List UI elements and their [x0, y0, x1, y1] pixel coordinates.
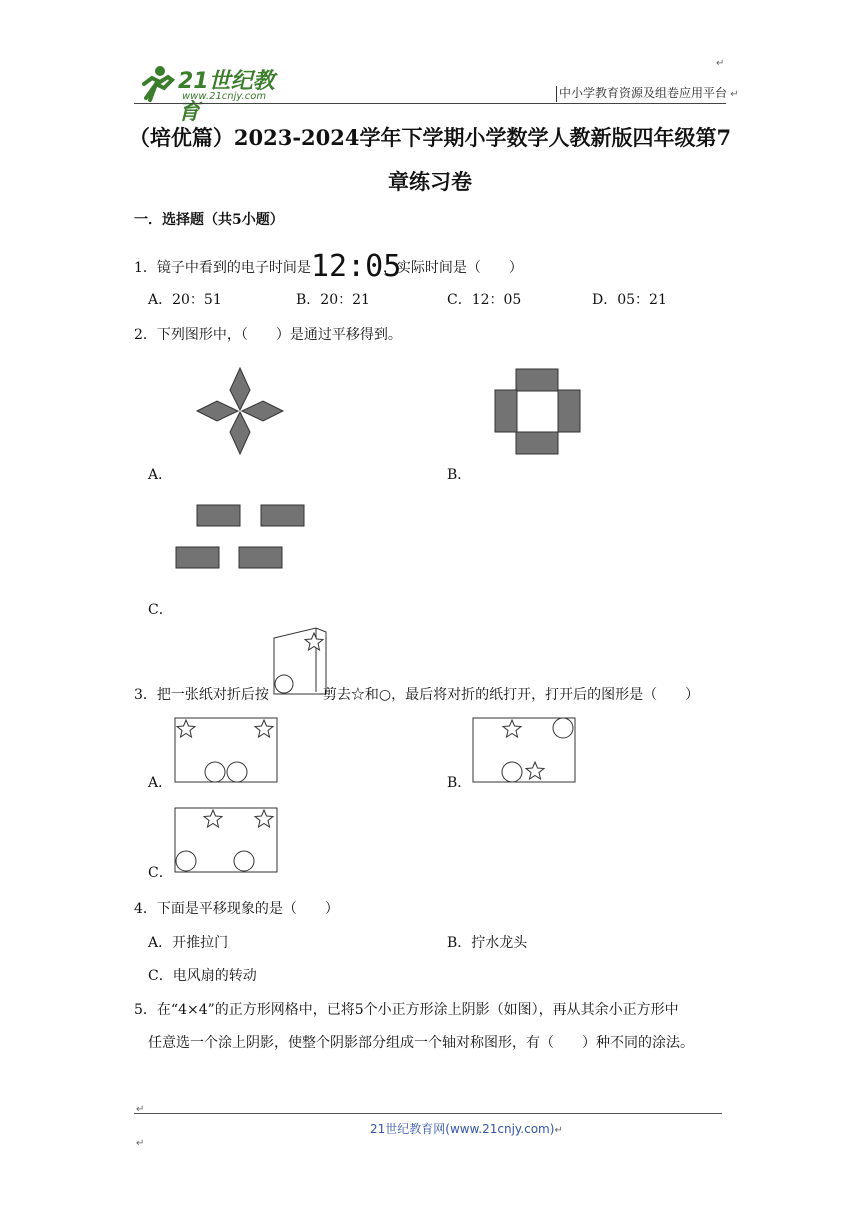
section-heading: 一．选择题（共5小题）	[134, 212, 284, 228]
page-title-line1: （培优篇）2023-2024学年下学期小学数学人教新版四年级第7	[128, 125, 732, 150]
footer-mark-bottom: ↵	[136, 1138, 145, 1149]
question-2: 2．下列图形中，（ ）是通过平移得到。	[134, 327, 402, 343]
logo-text: 21世纪教育	[178, 69, 275, 125]
footer-text: 21世纪教育网(www.21cnjy.com)↵	[370, 1122, 563, 1136]
page-title-line2: 章练习卷	[388, 169, 472, 194]
q2-figure-a-diamonds	[195, 366, 285, 456]
q4-option-a[interactable]: A．开推拉门	[148, 935, 229, 951]
q2-figure-b-squares	[494, 368, 582, 456]
q3-figure-c	[174, 806, 278, 874]
q1-option-d[interactable]: D．05：21	[592, 292, 667, 308]
q3-figure-a	[174, 716, 278, 784]
q1-option-a[interactable]: A．20：51	[148, 292, 222, 308]
question-5-line1: 5．在“4×4”的正方形网格中，已将5个小正方形涂上阴影（如图），再从其余小正方形中	[134, 1002, 679, 1018]
q2-figure-c-rectangles	[174, 503, 306, 569]
header-divider	[134, 103, 726, 104]
mirror-clock-text: 12:05	[310, 249, 402, 284]
q3-option-b[interactable]: B．	[447, 775, 472, 791]
footer-divider	[134, 1113, 722, 1114]
q4-option-b[interactable]: B．拧水龙头	[447, 935, 528, 951]
footer-mark-top: ↵	[136, 1104, 145, 1115]
question-4: 4．下面是平移现象的是（ ）	[134, 901, 339, 917]
mirror-clock-image	[310, 249, 402, 284]
q3-option-a[interactable]: A．	[148, 775, 173, 791]
q4-option-c[interactable]: C．电风扇的转动	[148, 968, 257, 984]
q1-option-c[interactable]: C．12：05	[447, 292, 522, 308]
q3-option-c[interactable]: C．	[148, 865, 173, 881]
question-1: 1．镜子中看到的电子时间是 12:05 ，实际时间是（ ）	[134, 249, 523, 284]
question-5-line2: 任意选一个涂上阴影，使整个阴影部分组成一个轴对称图形，有（ ）种不同的涂法。	[148, 1035, 694, 1051]
q3-figure-b	[472, 716, 576, 784]
question-3: 3．把一张纸对折后按 剪去☆和○，最后将对折的纸打开，打开后的图形是（ ）	[134, 687, 700, 703]
q2-option-b[interactable]: B．	[447, 467, 472, 483]
q2-option-a[interactable]: A．	[148, 467, 173, 483]
q2-option-c[interactable]: C．	[148, 602, 173, 618]
logo-url: www.21cnjy.com	[182, 91, 267, 102]
header-logo	[138, 62, 288, 125]
corner-mark: ↵	[716, 58, 725, 69]
q1-option-b[interactable]: B．20：21	[296, 292, 370, 308]
header-platform-text: 中小学教育资源及组卷应用平台 ↵	[556, 86, 739, 102]
